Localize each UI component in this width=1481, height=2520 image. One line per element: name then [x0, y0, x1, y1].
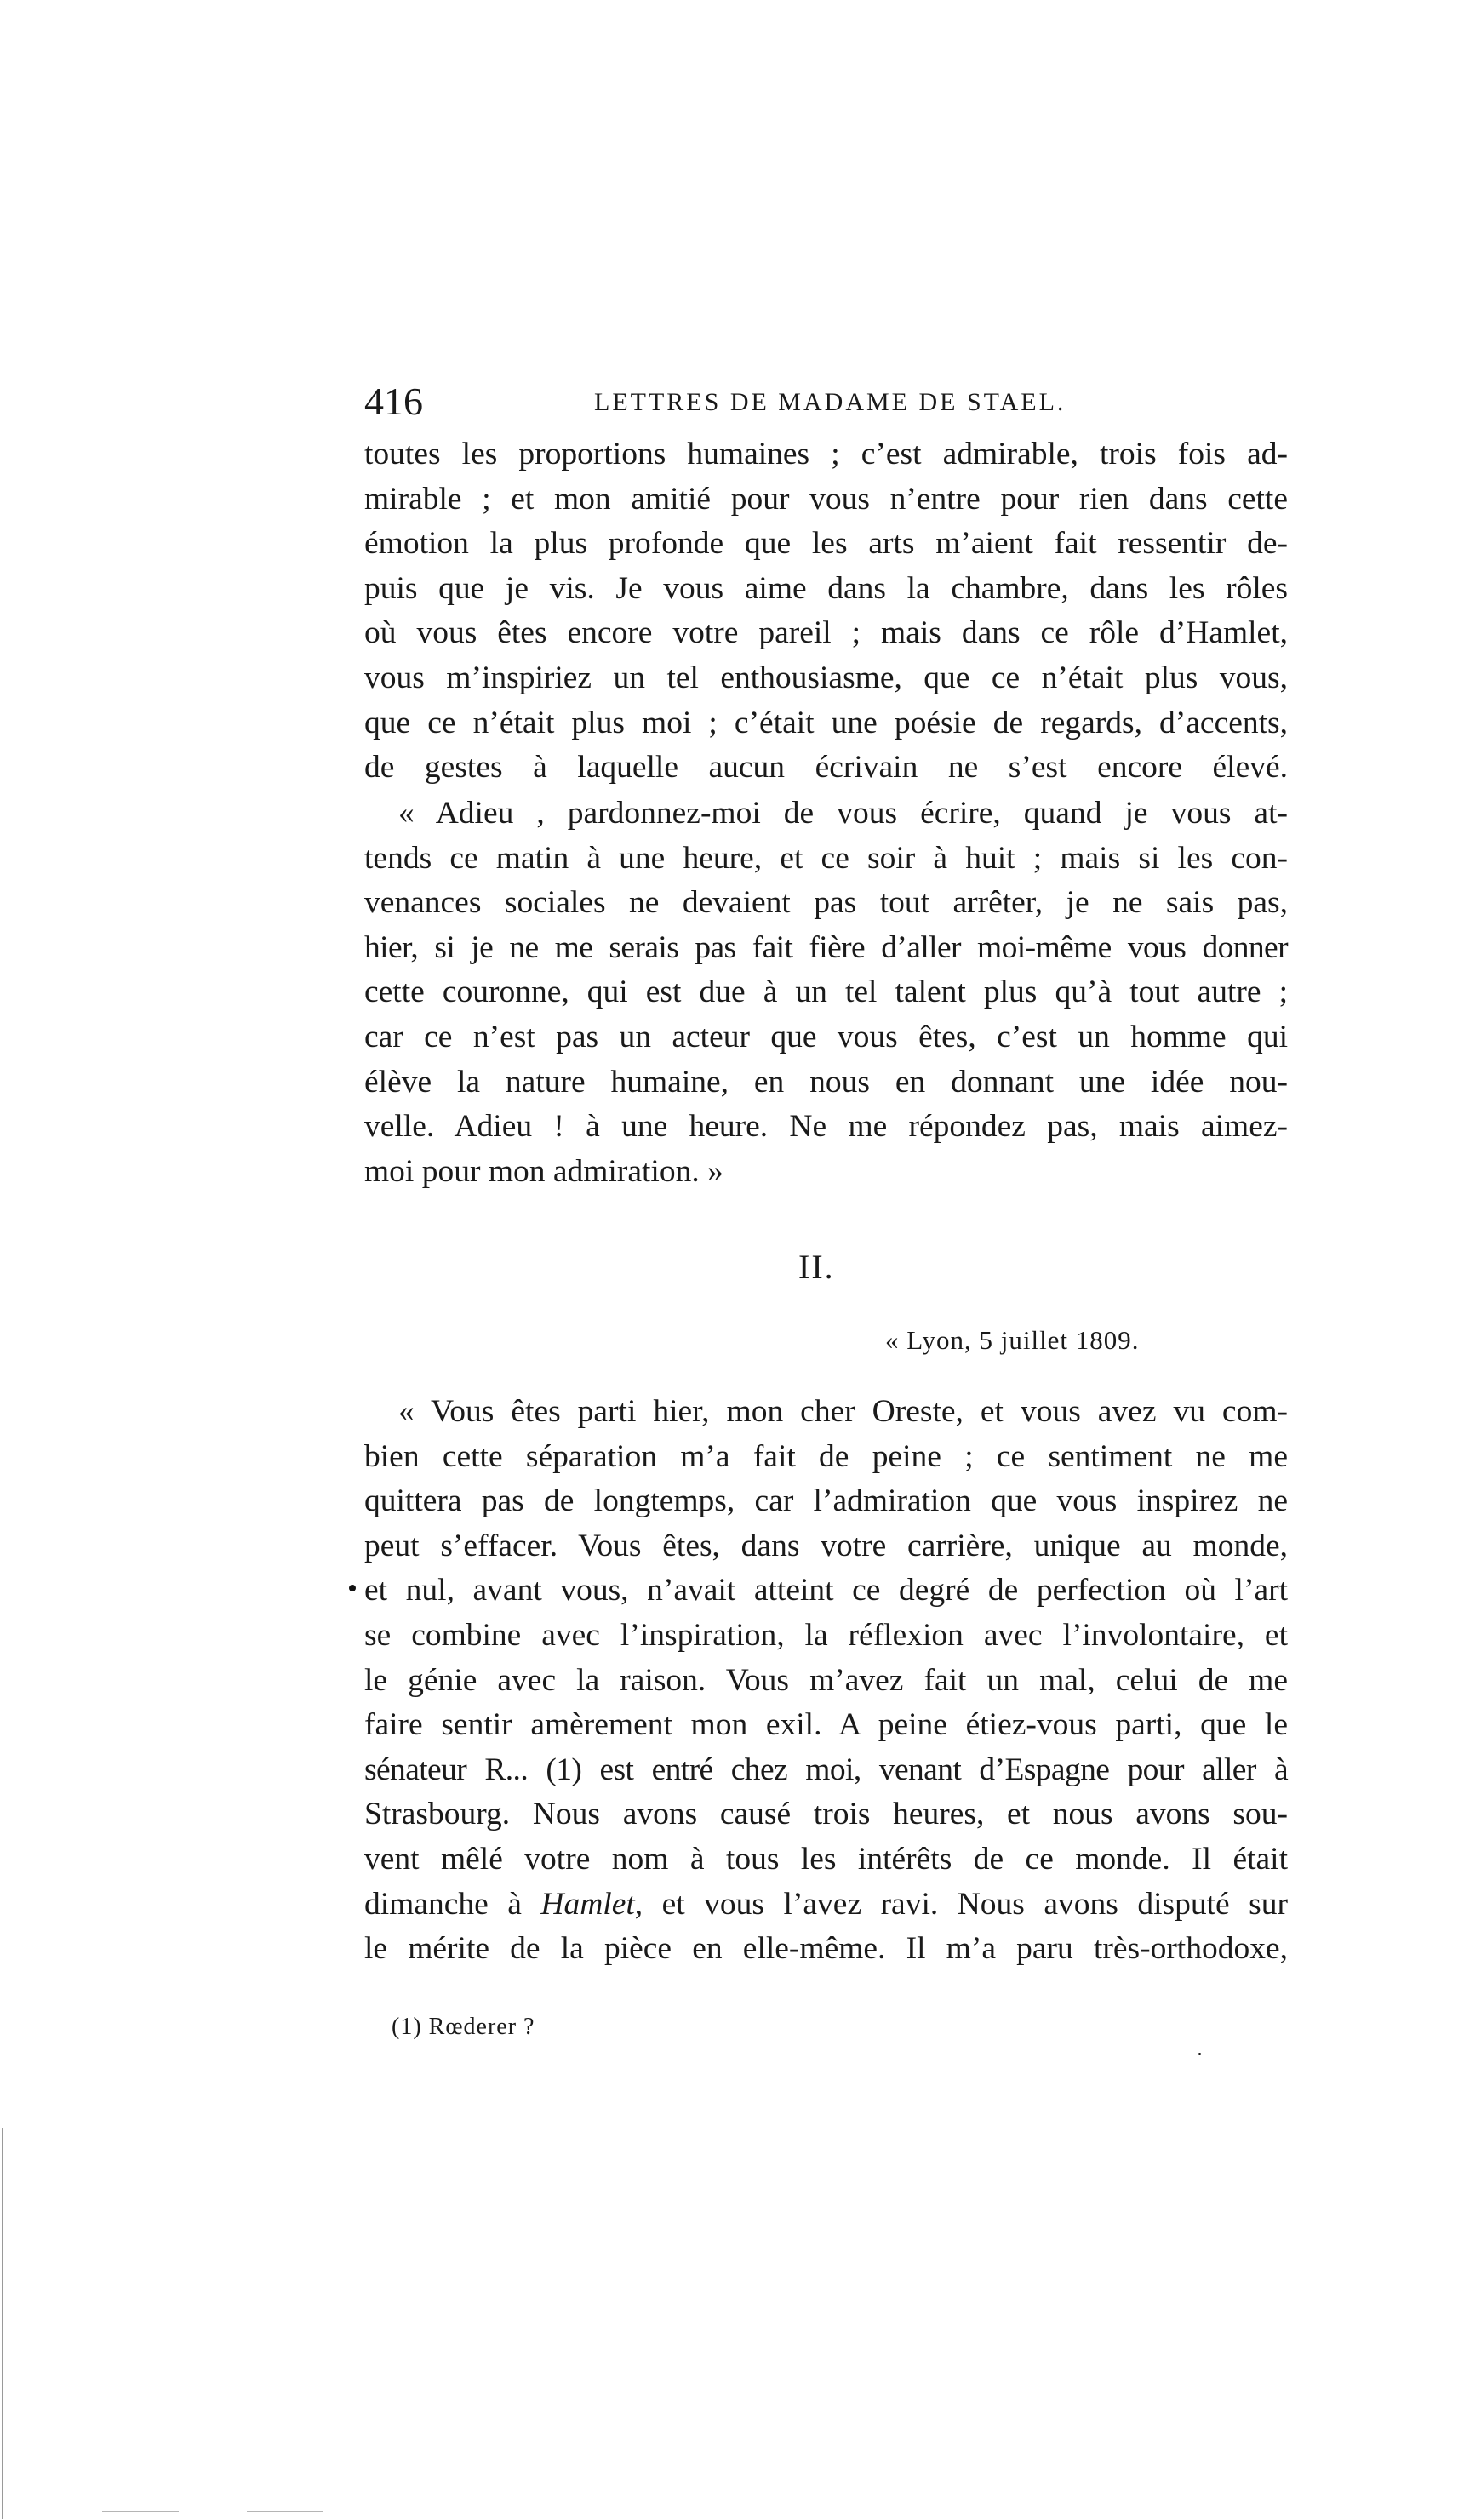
letter-dateline: « Lyon, 5 juillet 1809. [885, 1325, 1140, 1355]
text-line: élève la nature humaine, en nous en donnant une idée nou- [364, 1064, 1288, 1100]
text-line: se combine avec l’inspiration, la réflexion avec l’involontaire, et [364, 1617, 1288, 1653]
paragraph-continued [364, 432, 1288, 791]
running-head [364, 376, 1284, 427]
paragraph-adieu [364, 791, 1288, 1194]
paragraph-letter-two [364, 1390, 1288, 1972]
text-line: toutes les proportions humaines ; c’est admirable, trois fois ad- [364, 437, 1288, 471]
scan-speck [349, 1585, 356, 1591]
play-title-italic: Hamlet [540, 1886, 635, 1922]
text-line: hier, si je ne me serais pas fait fière d’aller moi-même vous donner [364, 929, 1288, 965]
footnote: (1) Rœderer ? [392, 2014, 535, 2040]
scan-edge-mark [102, 2511, 179, 2512]
text-line: de gestes à laquelle aucun écrivain ne s’est encore élevé. [364, 750, 1288, 786]
text-fragment: dimanche à [364, 1886, 541, 1922]
text-line: émotion la plus profonde que les arts m’aient fait ressentir de- [364, 526, 1288, 562]
page-number: 416 [364, 380, 423, 423]
text-line: le mérite de la pièce en elle-même. Il m’a paru très-orthodoxe, [364, 1931, 1288, 1967]
text-line: et nul, avant vous, n’avait atteint ce degré de perfection où l’art [364, 1573, 1288, 1609]
text-line: Strasbourg. Nous avons causé trois heures, et nous avons sou- [364, 1797, 1288, 1832]
text-line: faire sentir amèrement mon exil. A peine étiez-vous parti, que le [364, 1707, 1288, 1743]
text-line: « Vous êtes parti hier, mon cher Oreste, et vous avez vu com- [398, 1394, 1288, 1429]
text-line: car ce n’est pas un acteur que vous êtes, c’est un homme qui [364, 1019, 1288, 1054]
text-line: cette couronne, qui est due à un tel talent plus qu’à tout autre ; [364, 974, 1288, 1010]
text-line: sénateur R... (1) est entré chez moi, venant d’Espagne pour aller à [364, 1751, 1288, 1787]
scan-edge-mark [247, 2511, 323, 2512]
text-line: venances sociales ne devaient pas tout arrêter, je ne sais pas, [364, 885, 1288, 921]
scan-speck [1198, 2053, 1201, 2055]
text-line: quittera pas de longtemps, car l’admiration que vous inspirez ne [364, 1483, 1288, 1519]
text-fragment: , et vous l’avez ravi. Nous avons disputé sur [634, 1886, 1288, 1922]
text-line: puis que je vis. Je vous aime dans la chambre, dans les rôles [364, 570, 1288, 606]
section-number: II. [798, 1248, 835, 1286]
text-line: peut s’effacer. Vous êtes, dans votre carrière, unique au monde, [364, 1528, 1288, 1563]
text-line: où vous êtes encore votre pareil ; mais dans ce rôle d’Hamlet, [364, 615, 1288, 651]
running-title: LETTRES DE MADAME DE STAEL. [594, 388, 1066, 416]
scan-edge-mark [2, 2128, 3, 2519]
text-line: bien cette séparation m’a fait de peine ; ce sentiment ne me [364, 1438, 1288, 1474]
text-line: vous m’inspiriez un tel enthousiasme, que ce n’était plus vous, [364, 660, 1288, 695]
text-line: vent mêlé votre nom à tous les intérêts de ce monde. Il était [364, 1841, 1288, 1877]
text-line: velle. Adieu ! à une heure. Ne me répondez pas, mais aimez- [364, 1109, 1288, 1145]
text-line: mirable ; et mon amitié pour vous n’entre pour rien dans cette [364, 481, 1288, 517]
text-line: moi pour mon admiration. » [364, 1153, 723, 1189]
text-line-with-italic [364, 1883, 1288, 1928]
text-line: que ce n’était plus moi ; c’était une poésie de regards, d’accents, [364, 705, 1288, 740]
text-line: tends ce matin à une heure, et ce soir à huit ; mais si les con- [364, 840, 1288, 876]
text-line: « Adieu , pardonnez-moi de vous écrire, quand je vous at- [398, 796, 1288, 831]
text-line: le génie avec la raison. Vous m’avez fait un mal, celui de me [364, 1662, 1288, 1698]
